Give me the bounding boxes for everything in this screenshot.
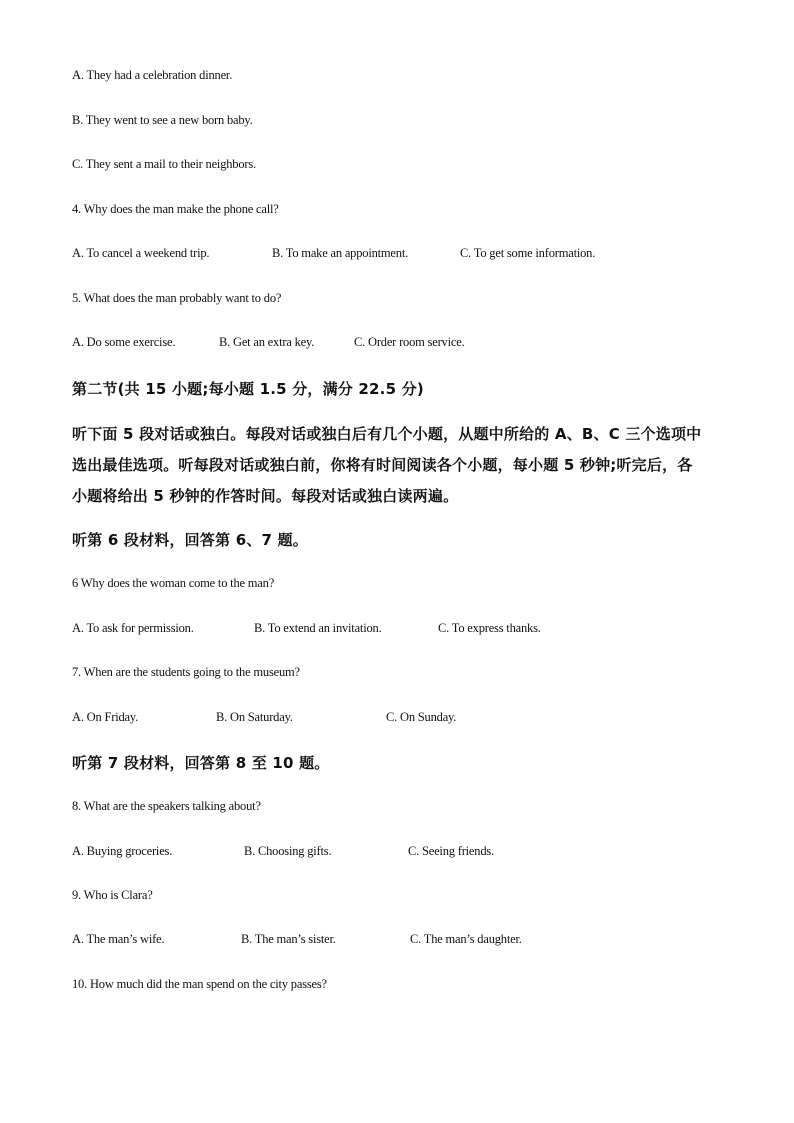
option-q4-a: A. To cancel a weekend trip. <box>72 246 210 260</box>
option-q9-b: B. The man’s sister. <box>241 932 336 946</box>
question-7: 7. When are the students going to the museum? <box>72 665 300 679</box>
option-q8-c: C. Seeing friends. <box>408 844 494 858</box>
option-q7-c: C. On Sunday. <box>386 710 457 724</box>
option-q9-c: C. The man’s daughter. <box>410 932 522 946</box>
option-q6-a: A. To ask for permission. <box>72 621 194 635</box>
option-q4-b: B. To make an appointment. <box>272 246 409 260</box>
instructions-line-3: 小题将给出 5 秒钟的作答时间。每段对话或独白读两遍。 <box>72 487 459 505</box>
option-q3-a: A. They had a celebration dinner. <box>72 68 233 82</box>
question-6: 6 Why does the woman come to the man? <box>72 576 275 590</box>
option-q5-b: B. Get an extra key. <box>219 335 315 349</box>
material-7-heading: 听第 7 段材料，回答第 8 至 10 题。 <box>72 754 330 772</box>
section-2-heading: 第二节(共 15 小题;每小题 1.5 分，满分 22.5 分) <box>72 380 424 398</box>
option-q8-b: B. Choosing gifts. <box>244 844 332 858</box>
option-q3-b: B. They went to see a new born baby. <box>72 113 253 127</box>
option-q7-a: A. On Friday. <box>72 710 139 724</box>
question-5: 5. What does the man probably want to do? <box>72 291 282 305</box>
question-10: 10. How much did the man spend on the city passes? <box>72 977 327 991</box>
option-q5-c: C. Order room service. <box>354 335 465 349</box>
option-q8-a: A. Buying groceries. <box>72 844 173 858</box>
instructions-line-2: 选出最佳选项。听每段对话或独白前，你将有时间阅读各个小题，每小题 5 秒钟;听完后，各 <box>72 456 693 474</box>
material-6-heading: 听第 6 段材料，回答第 6、7 题。 <box>72 531 309 549</box>
option-q6-b: B. To extend an invitation. <box>254 621 382 635</box>
option-q4-c: C. To get some information. <box>460 246 596 260</box>
option-q7-b: B. On Saturday. <box>216 710 293 724</box>
option-q5-a: A. Do some exercise. <box>72 335 176 349</box>
question-9: 9. Who is Clara? <box>72 888 153 902</box>
option-q3-c: C. They sent a mail to their neighbors. <box>72 157 256 171</box>
option-q9-a: A. The man’s wife. <box>72 932 165 946</box>
option-q6-c: C. To express thanks. <box>438 621 541 635</box>
instructions-line-1: 听下面 5 段对话或独白。每段对话或独白后有几个小题，从题中所给的 A、B、C 三个选项中 <box>72 425 702 443</box>
question-4: 4. Why does the man make the phone call? <box>72 202 279 216</box>
question-8: 8. What are the speakers talking about? <box>72 799 261 813</box>
